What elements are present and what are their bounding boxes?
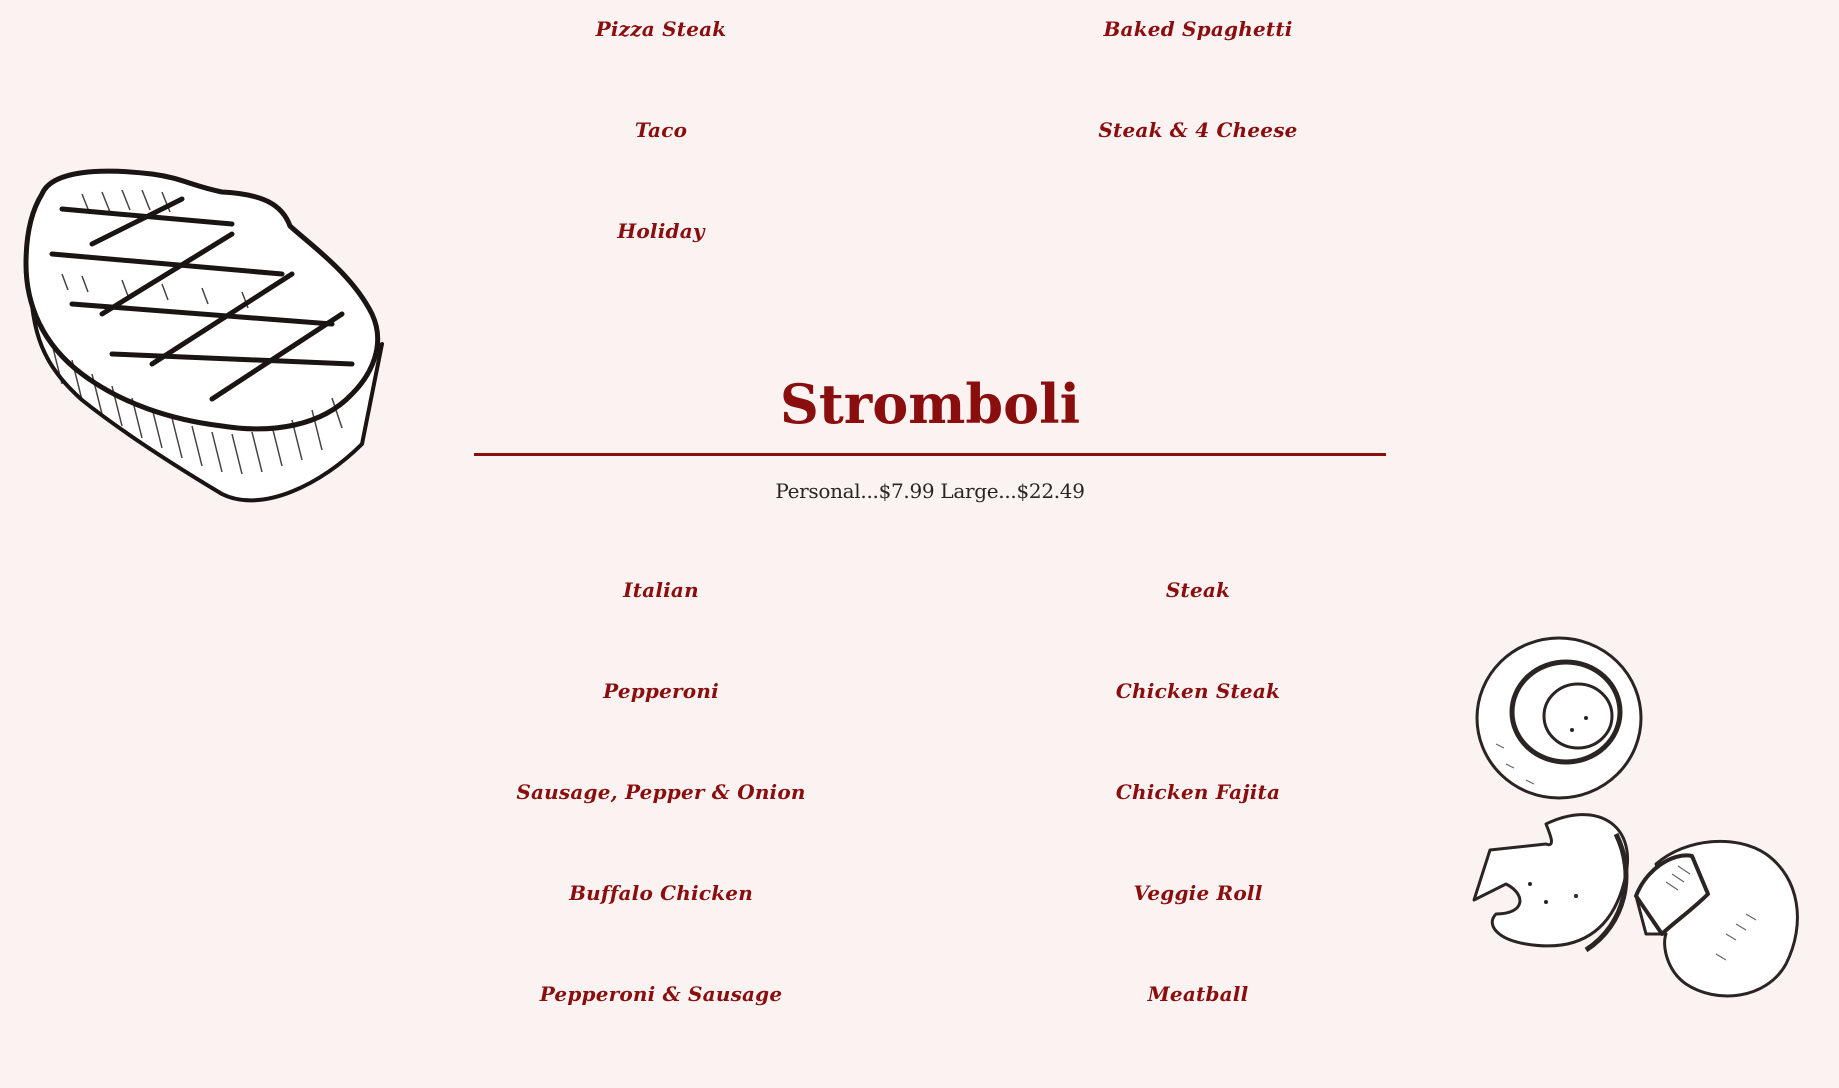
mushrooms-illustration	[1466, 634, 1812, 1012]
menu-item-pizza-steak: Pizza Steak	[595, 17, 727, 41]
menu-item-pepperoni-sausage: Pepperoni & Sausage	[539, 982, 783, 1006]
menu-item-steak-4-cheese: Steak & 4 Cheese	[1098, 118, 1298, 142]
section-divider	[474, 453, 1386, 456]
menu-item-chicken-steak: Chicken Steak	[1115, 679, 1281, 703]
menu-item-chicken-fajita: Chicken Fajita	[1115, 780, 1281, 804]
menu-item-buffalo-chicken: Buffalo Chicken	[569, 881, 753, 905]
menu-item-sausage-pepper-onion: Sausage, Pepper & Onion	[516, 780, 806, 804]
steak-illustration	[22, 164, 386, 530]
menu-item-meatball: Meatball	[1147, 982, 1249, 1006]
menu-item-steak: Steak	[1165, 578, 1231, 602]
section-title-stromboli: Stromboli	[779, 372, 1081, 436]
menu-item-veggie-roll: Veggie Roll	[1133, 881, 1263, 905]
stromboli-prices: Personal...$7.99 Large...$22.49	[775, 479, 1085, 503]
menu-item-baked-spaghetti: Baked Spaghetti	[1103, 17, 1293, 41]
menu-item-italian: Italian	[623, 578, 699, 602]
menu-item-holiday: Holiday	[617, 219, 705, 243]
menu-item-pepperoni: Pepperoni	[603, 679, 719, 703]
menu-item-taco: Taco	[634, 118, 688, 142]
